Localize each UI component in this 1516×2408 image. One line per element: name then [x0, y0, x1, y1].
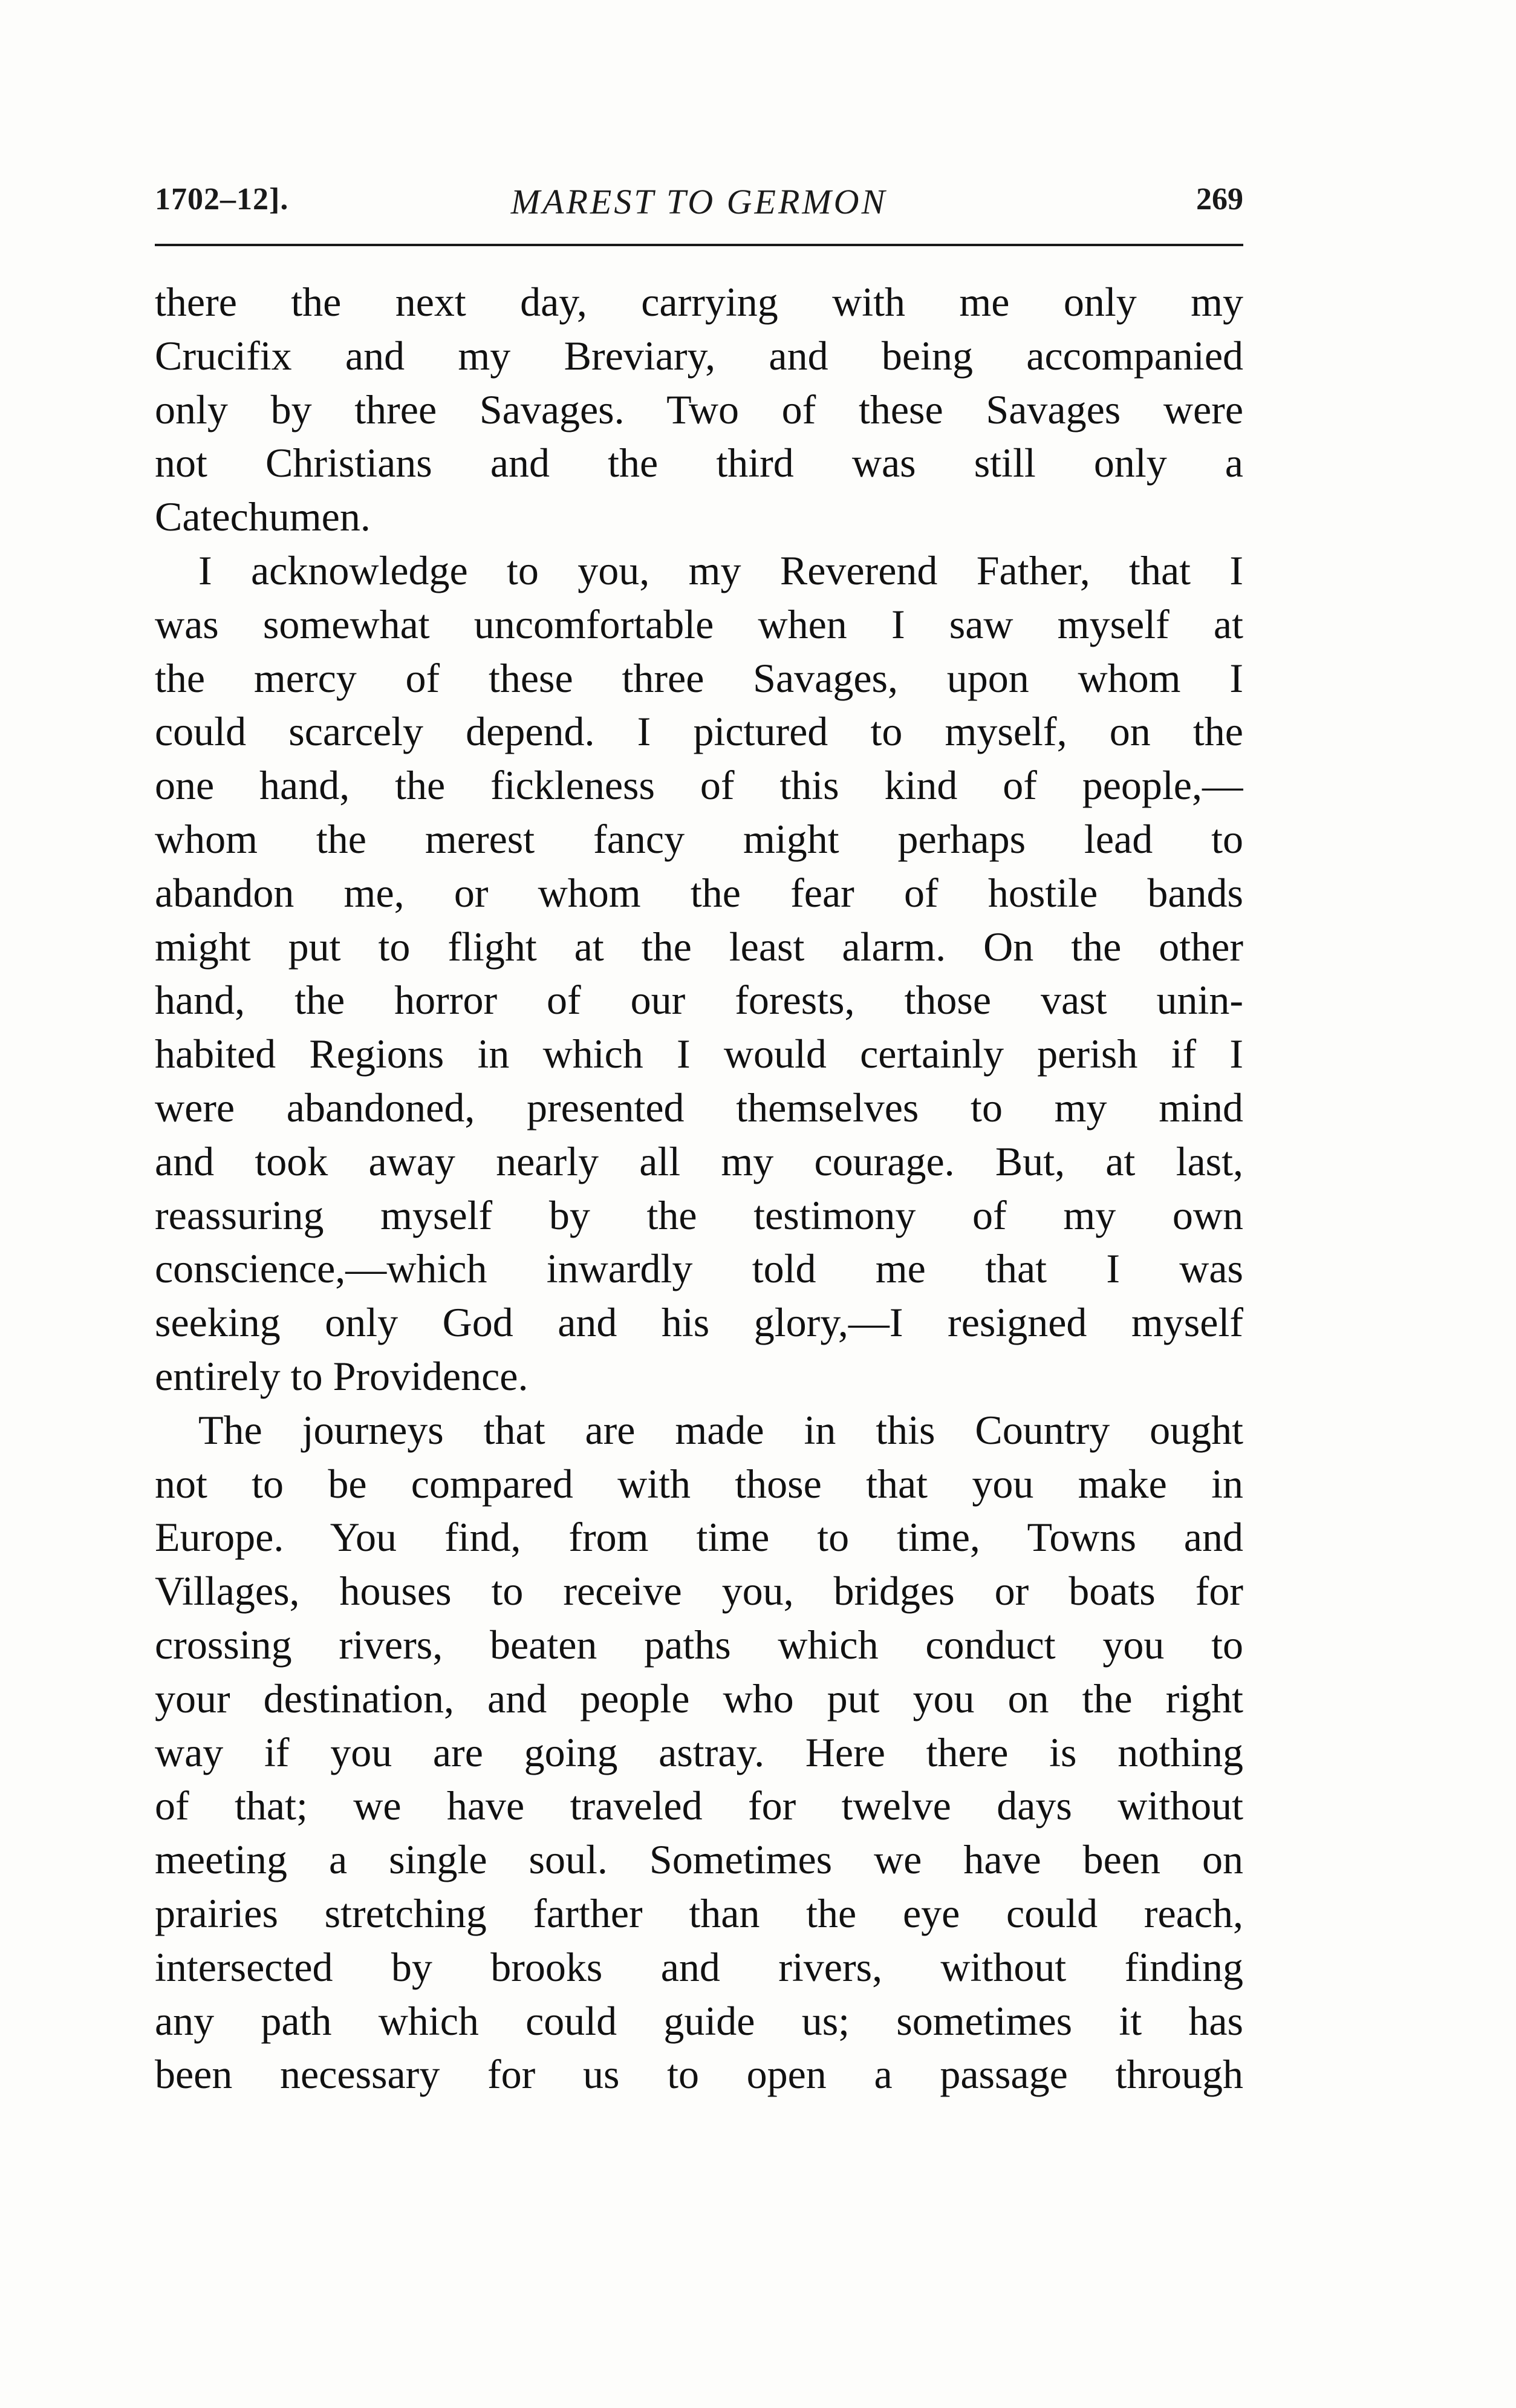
text-line: hand, the horror of our forests, those vast unin-: [155, 977, 1243, 1023]
text-line: intersected by brooks and rivers, without finding: [155, 1943, 1243, 1990]
text-line: Catechumen.: [155, 494, 371, 540]
text-line: your destination, and people who put you on the right: [155, 1675, 1243, 1721]
text-line: might put to flight at the least alarm. On the other: [155, 923, 1243, 970]
running-head: [155, 181, 1243, 230]
text-line: prairies stretching farther than the eye could reach,: [155, 1890, 1243, 1936]
paragraph-1: [155, 275, 1243, 544]
body-text: [155, 275, 1243, 2101]
text-line: been necessary for us to open a passage through: [155, 2051, 1243, 2098]
text-line: Villages, houses to receive you, bridges or boats for: [155, 1568, 1243, 1614]
text-line: not Christians and the third was still only a: [155, 440, 1243, 486]
running-head-title: MAREST TO GERMON: [510, 182, 888, 221]
text-line: only by three Savages. Two of these Savages were: [155, 386, 1243, 432]
text-line: could scarcely depend. I pictured to myself, on the: [155, 708, 1243, 755]
text-line: I acknowledge to you, my Reverend Father, that I: [198, 547, 1243, 593]
text-line: conscience,—which inwardly told me that I was: [155, 1245, 1243, 1292]
paragraph-2: [155, 544, 1243, 1403]
text-line: Europe. You find, from time to time, Towns and: [155, 1514, 1243, 1561]
header-rule: [155, 244, 1243, 246]
text-line: habited Regions in which I would certainly perish if I: [155, 1031, 1243, 1077]
text-line: entirely to Providence.: [155, 1352, 529, 1399]
text-line: crossing rivers, beaten paths which conduct you to: [155, 1621, 1243, 1668]
text-line: any path which could guide us; sometimes it has: [155, 1997, 1243, 2044]
text-line: Crucifix and my Breviary, and being accompanied: [155, 332, 1243, 379]
text-line: The journeys that are made in this Country ought: [198, 1406, 1243, 1453]
text-line: whom the merest fancy might perhaps lead to: [155, 815, 1243, 862]
text-line: was somewhat uncomfortable when I saw myself at: [155, 601, 1243, 647]
text-line: abandon me, or whom the fear of hostile bands: [155, 869, 1243, 916]
text-line: were abandoned, presented themselves to my mind: [155, 1084, 1243, 1131]
text-line: reassuring myself by the testimony of my own: [155, 1192, 1243, 1238]
text-line: there the next day, carrying with me only my: [155, 279, 1243, 325]
running-head-date-range: 1702–12].: [155, 182, 289, 217]
text-line: way if you are going astray. Here there is nothing: [155, 1729, 1243, 1775]
text-line: one hand, the fickleness of this kind of people,—: [155, 762, 1243, 809]
text-line: and took away nearly all my courage. But, at last,: [155, 1138, 1243, 1184]
text-line: of that; we have traveled for twelve days without: [155, 1783, 1243, 1829]
paragraph-3: [155, 1403, 1243, 2101]
text-line: seeking only God and his glory,—I resigned myself: [155, 1299, 1243, 1346]
text-line: meeting a single soul. Sometimes we have been on: [155, 1836, 1243, 1883]
page-number: 269: [1196, 182, 1243, 217]
text-line: the mercy of these three Savages, upon whom I: [155, 654, 1243, 701]
text-line: not to be compared with those that you make in: [155, 1460, 1243, 1507]
